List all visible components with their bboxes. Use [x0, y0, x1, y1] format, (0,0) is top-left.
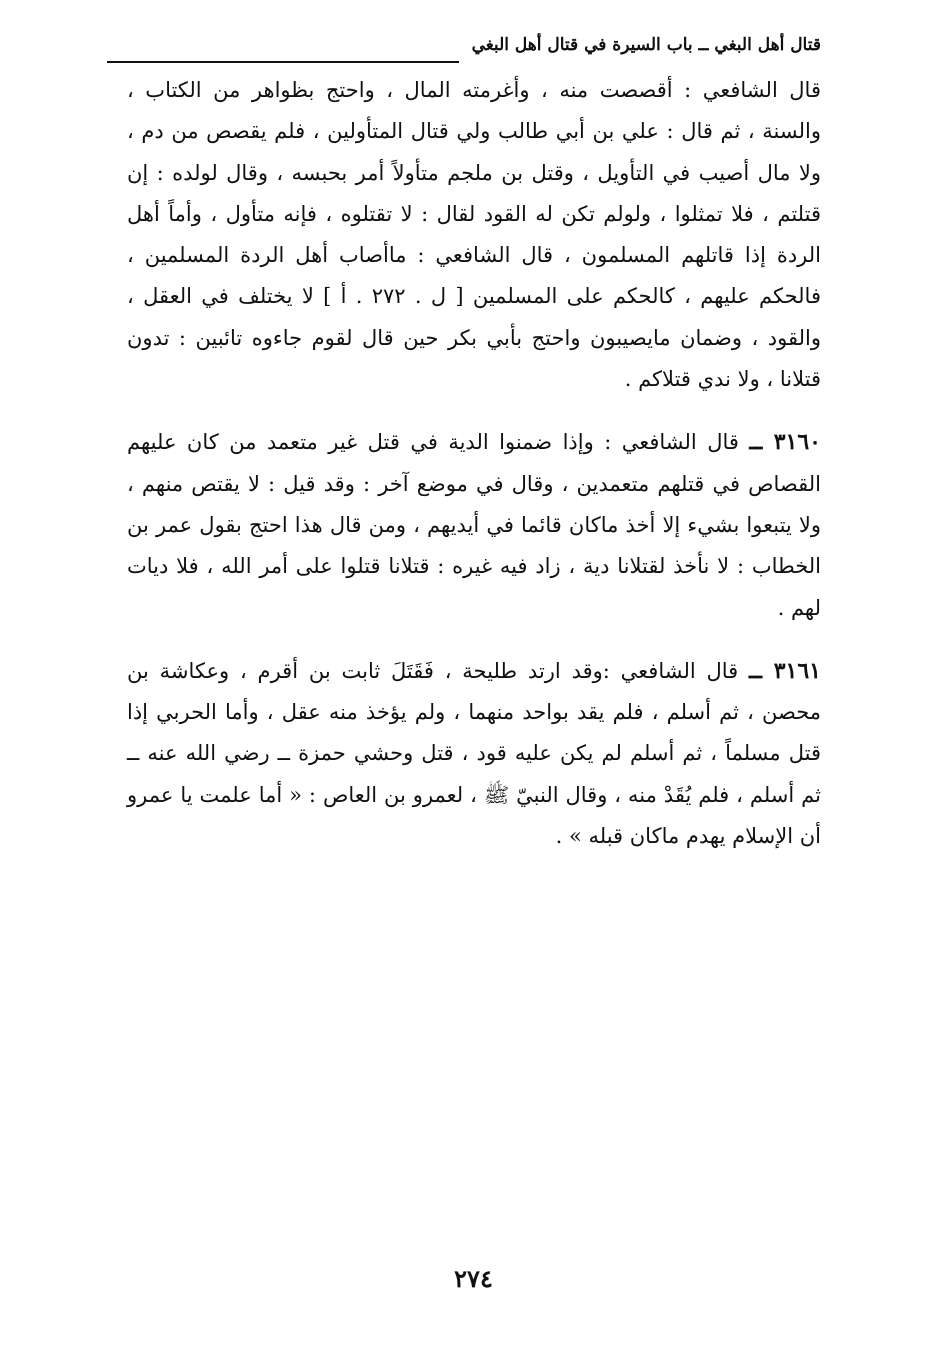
header-title: قتال أهل البغي ــ باب السيرة في قتال أهل البغي [471, 35, 821, 55]
page-number: ٢٧٤ [454, 1264, 493, 1293]
paragraph-text: قال الشافعي : أقصصت منه ، وأغرمته المال ، واحتج بظواهر من الكتاب ، والسنة ، ثم قال : علي بن أبي طالب ولي قتال المتأولين ، فلم يقصص من دم ، ولا مال أصيب في التأويل ، وقتل بن ملجم متأولاً أمر بحبسه ، وقال لولده : إن قتلتم ، فلا تمثلوا ، ولولم تكن له القود لقال : لا تقتلوه ، فإنه متأول ، وأماً أهل الردة إذا قاتلهم المسلمون ، قال الشافعي : ماأصاب أهل الردة المسلمين ، فالحكم عليهم ، كالحكم على المسلمين [ ل . ٢٧٢ . أ ] لا يختلف في العقل ، والقود ، وضمان مايصيبون واحتج بأبي بكر حين قال لقوم جاءوه تائبين : تدون قتلانا ، ولا ندي قتلاكم . [127, 78, 821, 392]
paragraph-number: ٣١٦٠ ــ [749, 429, 821, 456]
body-text [127, 70, 821, 879]
paragraph-continuation [127, 70, 821, 400]
header-rule [107, 61, 459, 63]
paragraph-3161 [127, 651, 821, 857]
paragraph-text: قال الشافعي : وإذا ضمنوا الدية في قتل غير متعمد من كان عليهم القصاص في قتلهم متعمدين ، وقال في موضع آخر : وقد قيل : لا يقتص منهم ، ولا يتبعوا بشيء إلا أخذ ماكان قائما في أيديهم ، ومن قال هذا احتج بقول عمر بن الخطاب : لا نأخذ لقتلانا دية ، زاد فيه غيره : قتلانا قتلوا على أمر الله ، فلا ديات لهم . [127, 430, 821, 620]
paragraph-number: ٣١٦١ ــ [749, 657, 821, 684]
paragraph-text: قال الشافعي :وقد ارتد طليحة ، فَقَتَلَ ثابت بن أقرم ، وعكاشة بن محصن ، ثم أسلم ، فلم يقد بواحد منهما ، ولم يؤخذ منه عقل ، وأما الحربي إذا قتل مسلماً ، ثم أسلم لم يكن عليه قود ، قتل وحشي حمزة ــ رضي الله عنه ــ ثم أسلم ، فلم يُقَدْ منه ، وقال النبيّ ﷺ ، لعمرو بن العاص : « أما علمت يا عمرو أن الإسلام يهدم ماكان قبله » . [127, 658, 822, 849]
running-header [107, 30, 821, 70]
paragraph-3160 [127, 422, 821, 628]
